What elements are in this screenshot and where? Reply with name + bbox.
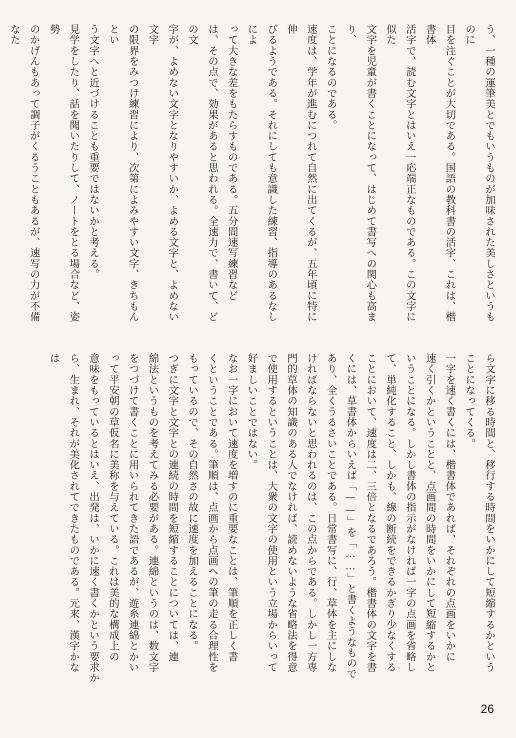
text-block-lower: ら文字に移る時間と、移行する時間をいかにして短縮するかという ことになってくる。 一字を速く書くには、楷書体であれば、それぞれの点画をいかに 速く引くかということと、点画間の時間をいかにして短縮するかと いうことになる。しかし書体の指示がなければ一字の点画を省略し て、単純化すること、しかも、線の断続をできるかぎり少なくする ことにおいて、速度は二、三倍となるであろう。楷書体の文字を書 くには、草書体からいえば「——」を「……」と書くようなもので あり、全くうるさいことである。日常書写に、行、草体を主にしな ければならないと思われるのは、この点からである。しかし一方専 門的草体の知識のある人でなければ、読めないような省略法を得意 で使用するということは、大衆の文字の使用という立場からいって 好ましいことではない。 なお一字において速度を増すのに重要なことは、筆順を正しく書 くということである。筆順は、点画から点画への筆の走る合理性を もっているので、その自然さの故に速度を加えることになる。 つぎに文字と文字との連続の時間を短縮することについては、連 綿法というものを考えてみる必要がある。連綿というのは、数文字 をつづけて書くことに用いられてきた語であるが、遊糸連綿とかい って平安朝の草仮名に美称を与えている。これは美的な構成上の 意味をもっているとはいえ、出発は、いかに速く書くかという要求か ら、生まれ、それが美化されてできたものである。元来、漢字かな は bbox=[47, 353, 495, 684]
text-block-upper: う、一種の運筆美とでもいうものが加味された美しさというものに 目を注ぐことが大切である。国語の教科書の活字、これは、楷書体 活字で、読む文字とはいえ一応端正なものである。この文字に似た 文字を児童が書くことになって、はじめて書写への関心も高まり、 ことになるのである。 速度は、学年が進むにつれて自然に出てくるが、五年頃に特に伸 びるようである。それにしても意識した練習、指導のあるなしによ って大きな差をもたらすものである。五分間速写練習など は、その点で、効果があると思われる。全速力で、書いて、どの文 字が、よめない文字となりやすいか、よめる文字と、よめない文字 の限界をみつけ練習により、次第によみやすい文字、きちもんとい う文字へと近づけることも重要ではないかと考える。 見学をしたり、話を聞いたりして、ノートをとる場合など、姿勢 のかげんもあって調子がくるうこともあるが、速写の力が不備なた bbox=[7, 24, 495, 323]
page-number: 26 bbox=[480, 702, 494, 716]
